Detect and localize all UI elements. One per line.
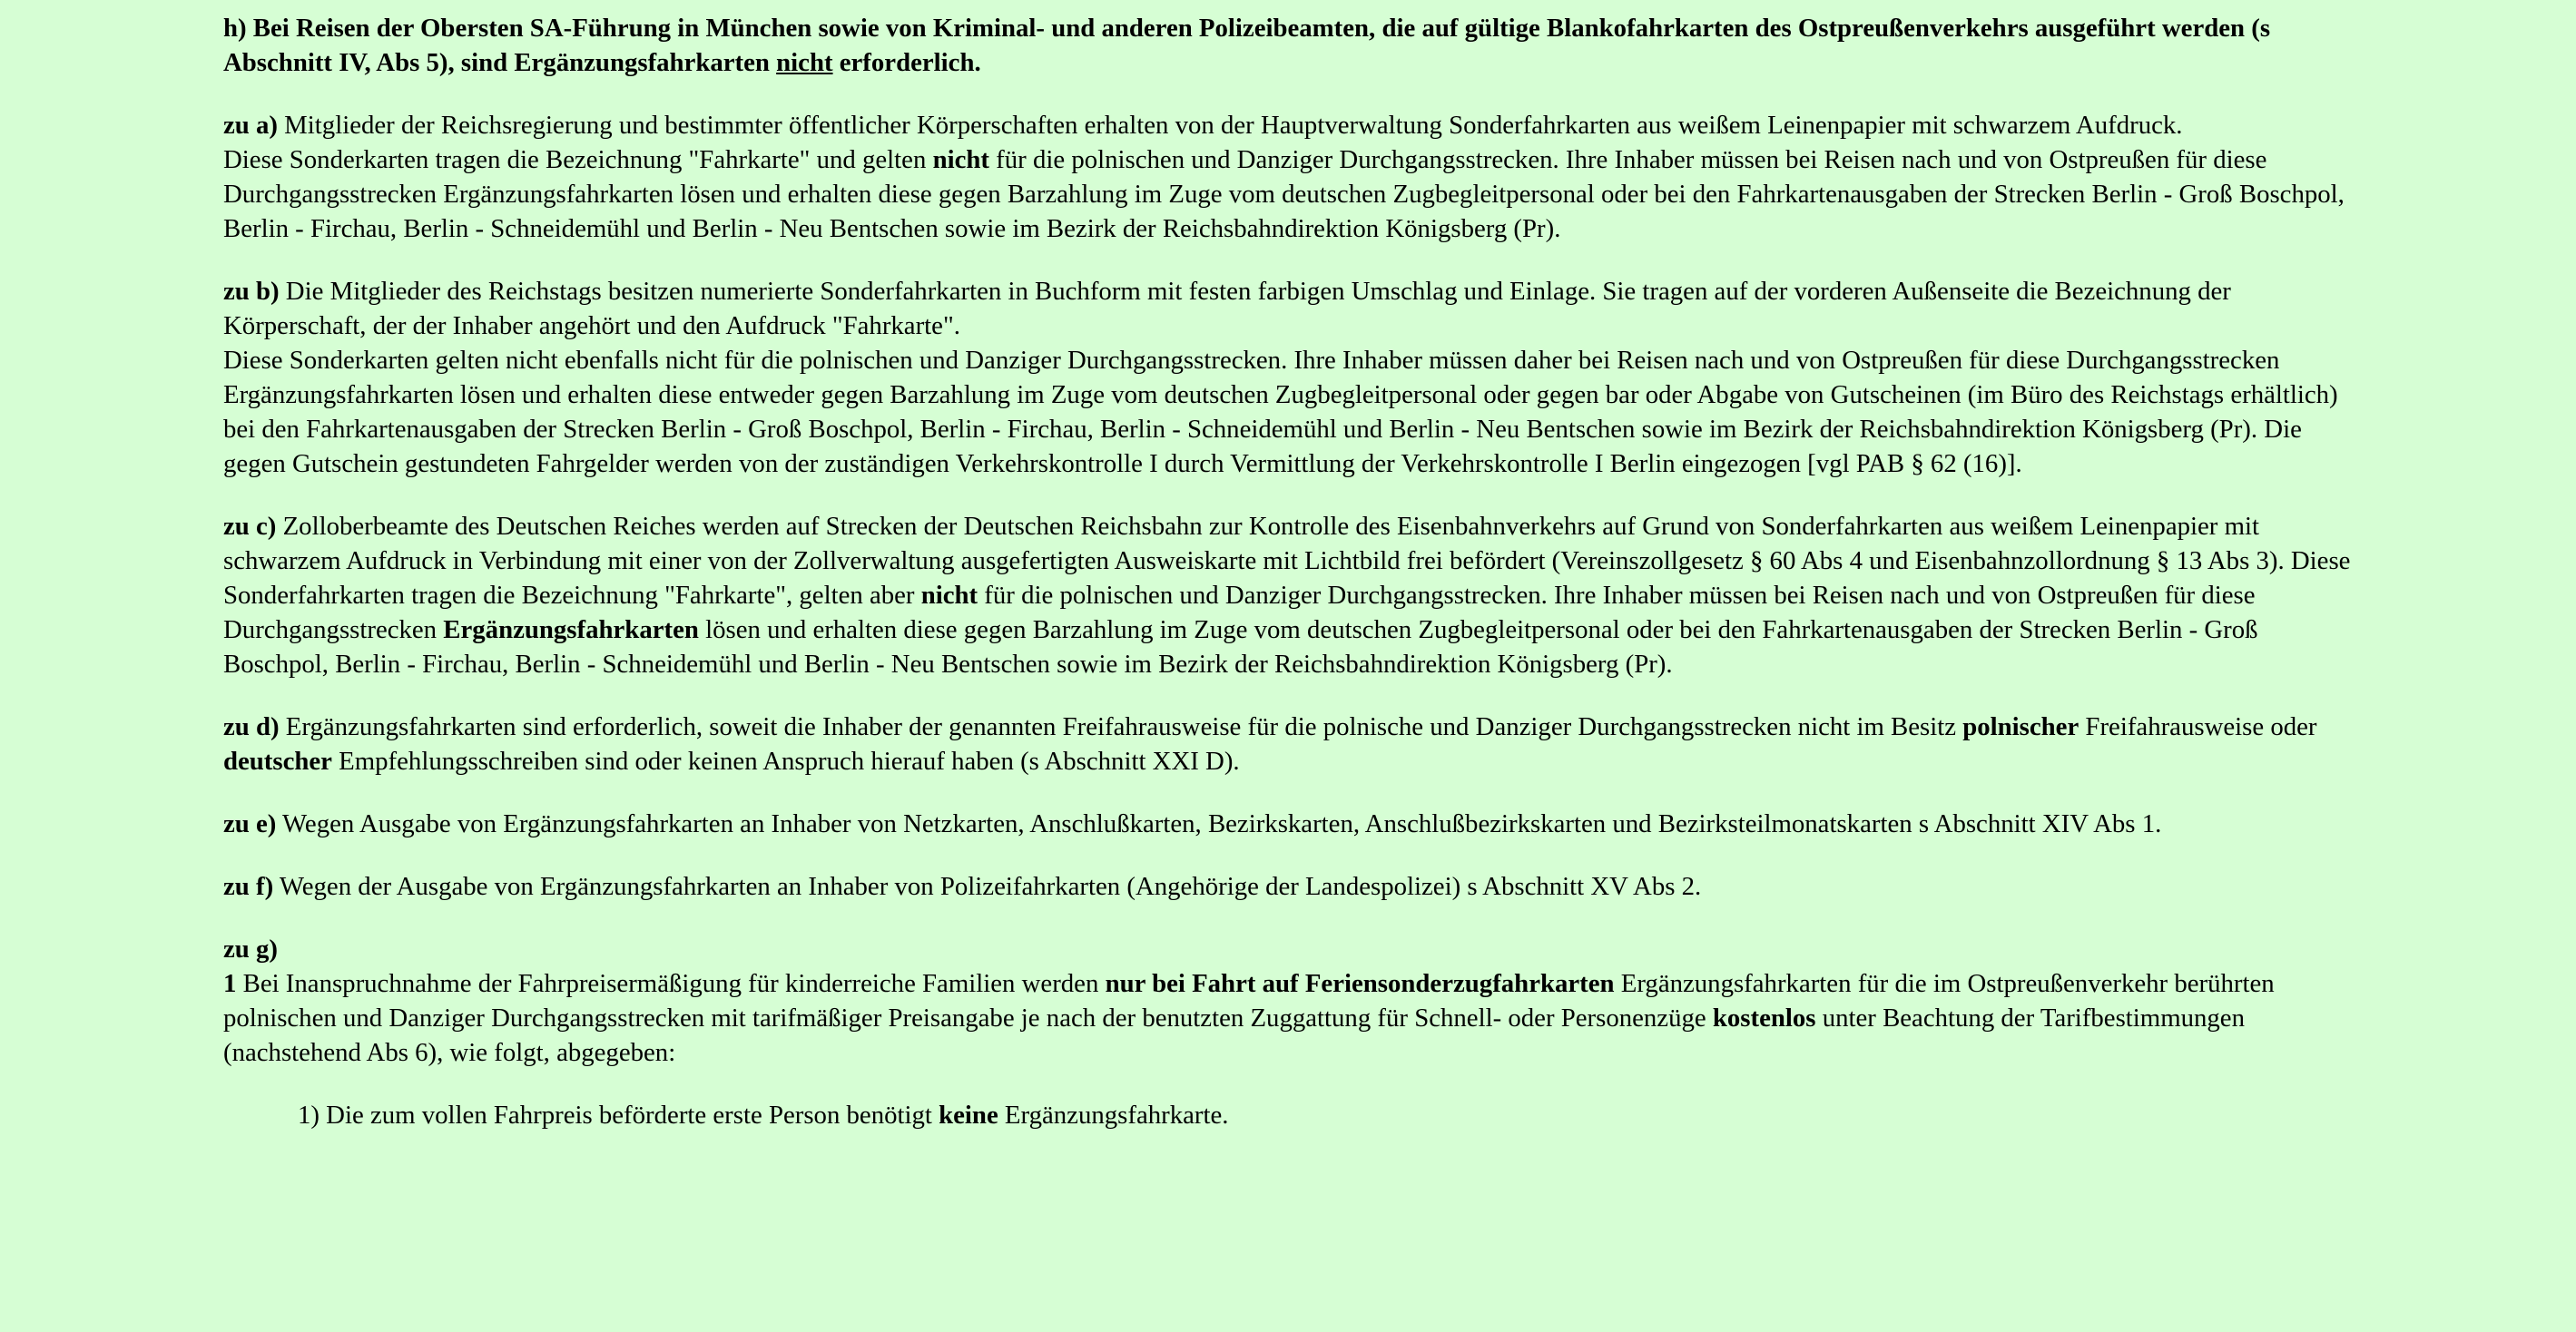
section-zu-g-text-3: unter Beachtung der Tarifbestimmungen (nachstehend Abs 6), wie folgt, abgegeben: (223, 1004, 2245, 1067)
section-zu-d-emphasis-1: polnischer (1962, 712, 2079, 741)
section-zu-g-list-item-1 (298, 1098, 2353, 1132)
section-h-underlined: nicht (776, 48, 833, 77)
section-zu-b-paragraph: Diese Sonderkarten gelten nicht ebenfalls nicht für die polnischen und Danziger Durchgangsstrecken. Ihre Inhaber müssen daher bei Reisen nach und von Ostpreußen für diese Durchgangsstrecken Ergänzungsfahrkarten lösen und erhalten diese entweder gegen Barzahlung im Zuge vom deutschen Zugbegleitpersonal oder gegen bar oder Abgabe von Gutscheinen (im Büro des Reichstags erhältlich) bei den Fahrkartenausgaben der Strecken Berlin - Groß Boschpol, Berlin - Firchau, Berlin - Schneidemühl und Berlin - Neu Bentschen sowie im Bezirk der Reichsbahndirektion Königsberg (Pr). Die gegen Gutschein gestundeten Fahrgelder werden von der zuständigen Verkehrskontrolle I durch Vermittlung der Verkehrskontrolle I Berlin eingezogen [vgl PAB § 62 (16)]. (223, 346, 2338, 478)
section-zu-g-text-2: Ergänzungsfahrkarten für die im Ostpreußenverkehr berührten polnischen und Danziger Durchgangsstrecken mit tarifmäßiger Preisangabe je nach der benutzten Zuggattung für Schnell- oder Personenzüge (223, 969, 2275, 1033)
section-zu-c-emphasis-2: Ergänzungsfahrkarten (443, 615, 699, 644)
section-zu-a (223, 108, 2353, 246)
list-item-emphasis: keine (939, 1101, 998, 1130)
section-zu-c-text-3: lösen und erhalten diese gegen Barzahlung im Zuge vom deutschen Zugbegleitpersonal oder bei den Fahrkartenausgaben der Strecken Berlin - Groß Boschpol, Berlin - Firchau, Berlin - Schneidemühl und Berlin - Neu Bentschen sowie im Bezirk der Reichsbahndirektion Königsberg (Pr). (223, 615, 2258, 679)
section-zu-f-label: zu f) (223, 872, 274, 901)
section-zu-d-emphasis-2: deutscher (223, 747, 332, 776)
list-item-text-end: Ergänzungsfahrkarte. (998, 1101, 1229, 1130)
section-zu-a-paragraph (223, 142, 2353, 246)
section-zu-e-text: Wegen Ausgabe von Ergänzungsfahrkarten an Inhaber von Netzkarten, Anschlußkarten, Bezirkskarten, Anschlußbezirkskarten und Bezirksteilmonatskarten s Abschnitt XIV Abs 1. (276, 809, 2162, 838)
section-zu-a-text-end: für die polnischen und Danziger Durchgangsstrecken. Ihre Inhaber müssen bei Reisen nach und von Ostpreußen für diese Durchgangsstrecken Ergänzungsfahrkarten lösen und erhalten diese gegen Barzahlung im Zuge vom deutschen Zugbegleitpersonal oder bei den Fahrkartenausgaben der Strecken Berlin - Groß Boschpol, Berlin - Firchau, Berlin - Schneidemühl und Berlin - Neu Bentschen sowie im Bezirk der Reichsbahndirektion Königsberg (Pr). (223, 145, 2345, 243)
section-zu-e-label: zu e) (223, 809, 277, 838)
section-zu-b-label: zu b) (223, 277, 280, 306)
section-zu-c (223, 509, 2353, 681)
list-item-text: 1) Die zum vollen Fahrpreis beförderte erste Person benötigt (298, 1101, 939, 1130)
section-zu-a-label: zu a) (223, 111, 278, 140)
document-body (223, 11, 2353, 1161)
section-zu-g-label: zu g) (223, 935, 278, 964)
section-zu-d-text-2: Freifahrausweise oder (2079, 712, 2317, 741)
section-zu-f (223, 869, 2353, 904)
section-zu-c-text-1: Zolloberbeamte des Deutschen Reiches werden auf Strecken der Deutschen Reichsbahn zur Kontrolle des Eisenbahnverkehrs auf Grund von Sonderfahrkarten aus weißem Leinenpapier mit schwarzem Aufdruck in Verbindung mit einer von der Zollverwaltung ausgefertigten Ausweiskarte mit Lichtbild frei befördert (Vereinszollgesetz § 60 Abs 4 und Eisenbahnzollordnung § 13 Abs 3). Diese Sonderfahrkarten tragen die Bezeichnung "Fahrkarte", gelten aber (223, 512, 2351, 610)
section-zu-d-text-1: Ergänzungsfahrkarten sind erforderlich, soweit die Inhaber der genannten Freifahrausweise für die polnische und Danziger Durchgangsstrecken nicht im Besitz (279, 712, 1963, 741)
section-h-text: h) Bei Reisen der Obersten SA-Führung in München sowie von Kriminal- und anderen Polizeibeamten, die auf gültige Blankofahrkarten des Ostpreußenverkehrs ausgeführt werden (s Abschnitt IV, Abs 5), sind Ergänzungsfahrkarten (223, 14, 2271, 77)
section-zu-g-number: 1 (223, 969, 237, 998)
section-zu-d (223, 710, 2353, 779)
section-zu-a-intro: Mitglieder der Reichsregierung und bestimmter öffentlicher Körperschaften erhalten von der Hauptverwaltung Sonderfahrkarten aus weißem Leinenpapier mit schwarzem Aufdruck. (277, 111, 2183, 140)
section-h-text-end: erforderlich. (832, 48, 981, 77)
section-zu-a-text: Diese Sonderkarten tragen die Bezeichnung "Fahrkarte" und gelten (223, 145, 933, 174)
section-zu-d-label: zu d) (223, 712, 280, 741)
section-zu-c-text-2: für die polnischen und Danziger Durchgangsstrecken. Ihre Inhaber müssen bei Reisen nach und von Ostpreußen für diese Durchgangsstrecken (223, 581, 2256, 644)
section-zu-d-text-3: Empfehlungsschreiben sind oder keinen Anspruch hierauf haben (s Abschnitt XXI D). (331, 747, 1240, 776)
section-h (223, 11, 2353, 80)
section-zu-a-emphasis: nicht (932, 145, 989, 174)
section-zu-g-emphasis-1: nur bei Fahrt auf Feriensonderzugfahrkarten (1105, 969, 1615, 998)
section-zu-g-emphasis-2: kostenlos (1712, 1004, 1816, 1033)
section-zu-b-intro: Die Mitglieder des Reichstags besitzen numerierte Sonderfahrkarten in Buchform mit festen farbigen Umschlag und Einlage. Sie tragen auf der vorderen Außenseite die Bezeichnung der Körperschaft, der der Inhaber angehört und den Aufdruck "Fahrkarte". (223, 277, 2231, 340)
section-zu-g-text-1: Bei Inanspruchnahme der Fahrpreisermäßigung für kinderreiche Familien werden (236, 969, 1106, 998)
section-zu-g (223, 932, 2353, 1070)
section-zu-c-label: zu c) (223, 512, 277, 541)
section-zu-c-emphasis-1: nicht (920, 581, 978, 610)
section-zu-b (223, 274, 2353, 481)
section-zu-f-text: Wegen der Ausgabe von Ergänzungsfahrkarten an Inhaber von Polizeifahrkarten (Angehörige der Landespolizei) s Abschnitt XV Abs 2. (273, 872, 1702, 901)
section-zu-e (223, 807, 2353, 841)
